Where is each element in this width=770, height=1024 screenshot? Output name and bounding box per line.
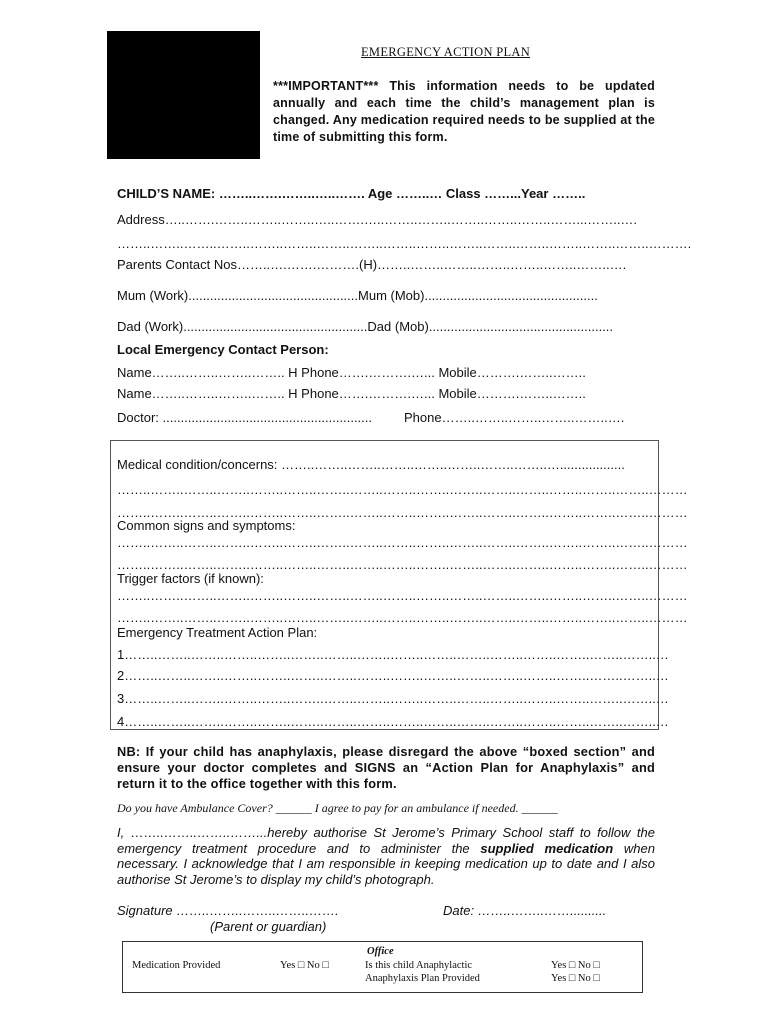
anaphylaxis-note: NB: If your child has anaphylaxis, please disregard the above “boxed section” and ensure your doctor completes and SIGNS an “Action Plan for Anaphylaxis” and return it to the office together with this form.: [117, 744, 655, 791]
treatment-step-4[interactable]: 4……..……..……..……..……..……..……..……..……..……..……..……..……..……..……..……..…: [117, 714, 669, 729]
treatment-step-2[interactable]: 2……..……..……..……..……..……..……..……..……..……..……..……..……..……..……..……..…: [117, 668, 669, 683]
medical-dots-2[interactable]: ……..……..……..……..……..……..……..……..……..……..……..……..……..……..……..……..………: [117, 505, 688, 520]
plan-provided-label: Anaphylaxis Plan Provided: [365, 973, 480, 984]
signs-dots-1[interactable]: ……..……..……..……..……..……..……..……..……..……..……..……..……..……..……..……..………: [117, 535, 688, 550]
dad-contact-line[interactable]: Dad (Work)...................................................Dad (Mob)...................................................: [117, 319, 614, 334]
signature-line[interactable]: Signature ……..……..……..……..…….: [117, 903, 339, 918]
page-title: EMERGENCY ACTION PLAN: [361, 45, 531, 59]
doctor-phone-line[interactable]: Phone……..……..……..……..……..….: [404, 410, 625, 425]
ambulance-question[interactable]: Do you have Ambulance Cover? ______ I agree to pay for an ambulance if needed. ______: [117, 801, 558, 815]
medical-condition-line[interactable]: Medical condition/concerns: ……..……..……..……..……..……..……..……..…..................: [117, 457, 625, 472]
trigger-dots-2[interactable]: ……..……..……..……..……..……..……..……..……..……..……..……..……..……..……..……..………: [117, 610, 688, 625]
authorisation-paragraph: [117, 825, 655, 887]
signs-dots-2[interactable]: ……..……..……..……..……..……..……..……..……..……..……..……..……..……..……..……..………: [117, 557, 688, 572]
child-name-text: CHILD’S NAME: ……..…….……..…..……. Age ……..… Class ……...Year ……..: [117, 186, 586, 201]
anaphylactic-yes-no[interactable]: Yes □ No □: [551, 960, 600, 971]
trigger-label: Trigger factors (if known):: [117, 571, 264, 586]
medication-yes-no[interactable]: Yes □ No □: [280, 960, 329, 971]
office-title: Office: [367, 946, 394, 957]
date-line[interactable]: Date: ……..……..……..........: [443, 903, 607, 918]
trigger-dots-1[interactable]: ……..……..……..……..……..……..……..……..……..……..……..……..……..……..……..……..………: [117, 588, 688, 603]
child-name-line[interactable]: [117, 186, 585, 201]
treatment-step-1[interactable]: 1……..……..……..……..……..……..……..……..……..……..……..……..……..……..……..……..…: [117, 647, 669, 662]
mum-contact-line[interactable]: Mum (Work)...............................................Mum (Mob)................................................: [117, 288, 598, 303]
doctor-line[interactable]: Doctor: ..........................................................: [117, 410, 372, 425]
signs-label: Common signs and symptoms:: [117, 518, 296, 533]
parent-guardian-label: (Parent or guardian): [210, 919, 327, 934]
photo-placeholder: [107, 31, 260, 159]
address-line-2[interactable]: ……..……..……..……..……..……..……..……..……..……..……..……..……..……..……..……..……….: [117, 236, 692, 251]
authorisation-strong: supplied medication: [480, 840, 614, 856]
important-notice: ***IMPORTANT*** This information needs to be updated annually and each time the child’s management plan is changed. Any medication required needs to be supplied at the time of submitting this form.: [273, 79, 655, 144]
local-contact-heading: Local Emergency Contact Person:: [117, 342, 329, 357]
parents-contact-line[interactable]: Parents Contact Nos……..….…….……….(H)……..……..……..……..……..……..……..….: [117, 257, 627, 272]
anaphylactic-label: Is this child Anaphylactic: [365, 960, 473, 971]
authorisation-text-2: when necessary. I acknowledge that I am responsible in keeping medication up to date and I also authorise St Jerome’s to display my child’s photograph.: [117, 840, 655, 887]
emergency-contact-2[interactable]: Name……..……..……..…….. H Phone…….……….…... Mobile……….……..……..: [117, 386, 586, 401]
emergency-contact-1[interactable]: Name……..……..……..…….. H Phone…….……….…... Mobile……….……..……..: [117, 365, 586, 380]
treatment-label: Emergency Treatment Action Plan:: [117, 625, 318, 640]
address-line-1[interactable]: Address…..…….……..……..……..…..…….…..……..……..……..……..……..……...……..….: [117, 212, 638, 227]
treatment-step-3[interactable]: 3……..……..……..……..……..……..……..……..……..……..……..……..……..……..……..……..…: [117, 691, 669, 706]
authorisation-text-1: I, ……..……..……..……...hereby authorise St Jerome’s Primary School staff to follow the emergency treatment procedure and to administer the: [117, 825, 655, 856]
medical-dots-1[interactable]: ……..……..……..……..……..……..……..……..……..……..……..……..……..……..……..……..………: [117, 482, 688, 497]
plan-yes-no[interactable]: Yes □ No □: [551, 973, 600, 984]
medication-provided-label: Medication Provided: [132, 960, 221, 971]
